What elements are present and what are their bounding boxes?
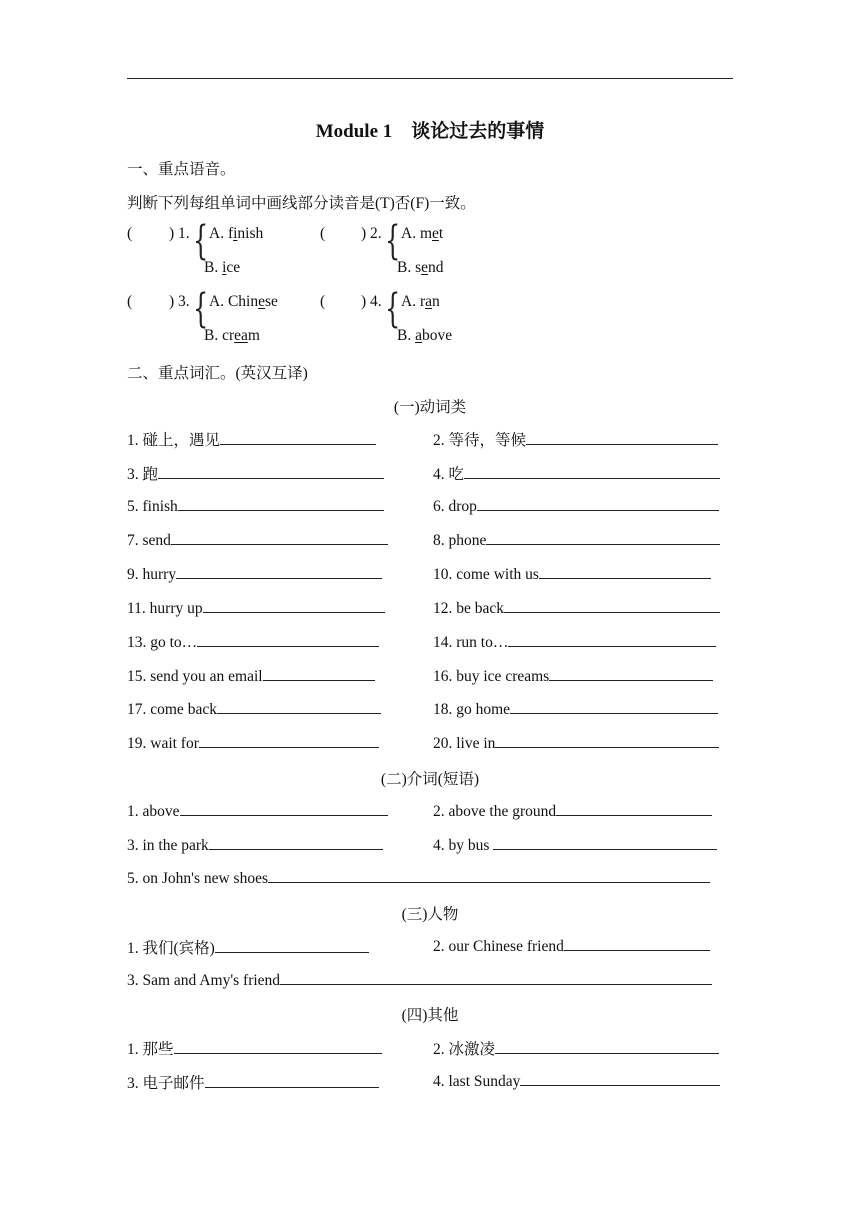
answer-blank[interactable] — [280, 970, 712, 985]
item-number: ) 3. — [169, 293, 190, 310]
answer-paren[interactable]: ( — [320, 225, 326, 242]
vocab-item: 4. 吃 — [433, 462, 720, 484]
vocab-item: 11. hurry up — [127, 598, 385, 618]
answer-blank[interactable] — [539, 564, 711, 579]
vocab-item: 13. go to… — [127, 632, 379, 652]
option-b: B. cream — [204, 327, 260, 344]
vocab-item: 14. run to… — [433, 632, 716, 652]
answer-blank[interactable] — [510, 699, 718, 714]
subsection-heading: (一)动词类 — [393, 399, 467, 416]
answer-blank[interactable] — [268, 868, 710, 883]
item-number: ) 4. — [361, 293, 382, 310]
vocab-item: 2. our Chinese friend — [433, 936, 710, 956]
brace: { — [385, 286, 401, 332]
vocab-item: 4. last Sunday — [433, 1071, 720, 1091]
answer-blank[interactable] — [205, 1073, 379, 1088]
answer-blank[interactable] — [564, 936, 710, 951]
vocab-item: 17. come back — [127, 699, 381, 719]
answer-blank[interactable] — [549, 666, 713, 681]
answer-paren[interactable]: ( — [320, 293, 326, 310]
answer-blank[interactable] — [477, 496, 719, 511]
vocab-item: 1. above — [127, 801, 388, 821]
option-b: B. above — [397, 327, 453, 344]
option-b: B. ice — [204, 259, 241, 276]
vocab-item: 5. on John's new shoes — [127, 868, 710, 888]
section2-heading: 二、重点词汇。(英汉互译) — [127, 365, 308, 382]
answer-blank[interactable] — [217, 699, 381, 714]
header-rule — [127, 78, 733, 79]
brace: { — [385, 218, 401, 264]
vocab-item: 3. in the park — [127, 835, 383, 855]
vocab-item: 12. be back — [433, 598, 720, 618]
vocab-item: 8. phone — [433, 530, 720, 550]
vocab-item: 16. buy ice creams — [433, 666, 713, 686]
answer-blank[interactable] — [220, 430, 376, 445]
vocab-item: 3. 跑 — [127, 462, 384, 484]
vocab-item: 1. 那些 — [127, 1037, 382, 1059]
subsection-heading: (四)其他 — [401, 1007, 459, 1024]
answer-blank[interactable] — [493, 835, 717, 850]
vocab-item: 9. hurry — [127, 564, 382, 584]
vocab-item: 1. 碰上，遇见 — [127, 428, 376, 450]
brace: { — [193, 286, 209, 332]
answer-blank[interactable] — [556, 801, 712, 816]
item-number: ) 1. — [169, 225, 190, 242]
answer-blank[interactable] — [171, 530, 388, 545]
answer-blank[interactable] — [263, 666, 375, 681]
item-number: ) 2. — [361, 225, 382, 242]
page-title: Module 1 谈论过去的事情 — [315, 121, 545, 142]
answer-blank[interactable] — [174, 1039, 382, 1054]
answer-blank[interactable] — [495, 733, 719, 748]
vocab-item: 3. Sam and Amy's friend — [127, 970, 712, 990]
subsection-heading: (三)人物 — [401, 906, 459, 923]
answer-blank[interactable] — [495, 1039, 719, 1054]
vocab-item: 6. drop — [433, 496, 719, 516]
answer-blank[interactable] — [199, 733, 379, 748]
answer-blank[interactable] — [180, 801, 388, 816]
vocab-item: 2. above the ground — [433, 801, 712, 821]
vocab-item: 4. by bus — [433, 835, 717, 855]
section1-instruction: 判断下列每组单词中画线部分读音是(T)否(F)一致。 — [127, 195, 476, 212]
vocab-item: 10. come with us — [433, 564, 711, 584]
option-a: A. ran — [401, 293, 440, 310]
answer-blank[interactable] — [209, 835, 383, 850]
vocab-item: 20. live in — [433, 733, 719, 753]
answer-blank[interactable] — [203, 598, 385, 613]
answer-blank[interactable] — [176, 564, 382, 579]
vocab-item: 1. 我们(宾格) — [127, 936, 369, 958]
vocab-item: 2. 等待，等候 — [433, 428, 718, 450]
vocab-item: 5. finish — [127, 496, 384, 516]
answer-blank[interactable] — [526, 430, 718, 445]
answer-blank[interactable] — [486, 530, 720, 545]
answer-blank[interactable] — [197, 632, 379, 647]
brace: { — [193, 218, 209, 264]
option-b: B. send — [397, 259, 444, 276]
answer-paren[interactable]: ( — [127, 225, 133, 242]
answer-blank[interactable] — [178, 496, 384, 511]
option-a: A. finish — [209, 225, 264, 242]
answer-paren[interactable]: ( — [127, 293, 133, 310]
option-a: A. met — [401, 225, 444, 242]
answer-blank[interactable] — [520, 1071, 720, 1086]
vocab-item: 2. 冰激凌 — [433, 1037, 719, 1059]
answer-blank[interactable] — [215, 938, 369, 953]
answer-blank[interactable] — [158, 464, 384, 479]
vocab-item: 18. go home — [433, 699, 718, 719]
vocab-item: 7. send — [127, 530, 388, 550]
answer-blank[interactable] — [464, 464, 720, 479]
vocab-item: 19. wait for — [127, 733, 379, 753]
subsection-heading: (二)介词(短语) — [380, 771, 480, 788]
option-a: A. Chinese — [209, 293, 278, 310]
vocab-item: 15. send you an email — [127, 666, 375, 686]
answer-blank[interactable] — [508, 632, 716, 647]
vocab-item: 3. 电子邮件 — [127, 1071, 379, 1093]
answer-blank[interactable] — [504, 598, 720, 613]
section1-heading: 一、重点语音。 — [127, 161, 236, 178]
